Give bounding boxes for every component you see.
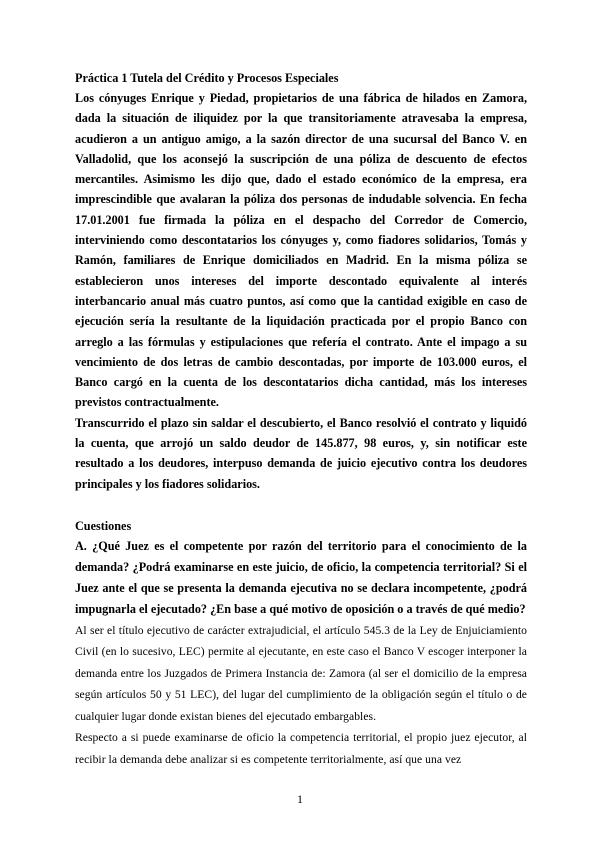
questions-heading: Cuestiones <box>75 518 132 533</box>
page-number: 1 <box>297 792 303 806</box>
document-body <box>75 68 527 770</box>
document-title: Práctica 1 Tutela del Crédito y Procesos Especiales <box>75 71 339 85</box>
case-paragraph-1: Los cónyuges Enrique y Piedad, propietarios de una fábrica de hilados en Zamora, dada la situación de iliquidez por la que transitoriamente atravesaba la empresa, acudieron a un antiguo amigo, a la sazón director de una sucursal del Banco V. en Valladolid, que los aconsejó la suscripción de una póliza de descuento de efectos mercantiles. Asimismo les dijo que, dado el estado económico de la empresa, era imprescindible que avalaran la póliza dos personas de indudable solvencia. En fecha 17.01.2001 fue firmada la póliza en el despacho del Corredor de Comercio, interviniendo como descontatarios los cónyuges y, como fiadores solidarios, Tomás y Ramón, familiares de Enrique domiciliados en Madrid. En la misma póliza se establecieron unos intereses del importe descontado equivalente al interés interbancario anual más cuatro puntos, así como que la cantidad exigible en caso de ejecución sería la resultante de la liquidación practicada por el propio Banco con arreglo a las fórmulas y estipulaciones que refería el contrato. Ante el impago a su vencimiento de dos letras de cambio descontadas, por importe de 103.000 euros, el Banco cargó en la cuenta de los descontatarios dicha cantidad, más los intereses previstos contractualmente. <box>75 91 527 410</box>
answer-paragraph-2: Respecto a si puede examinarse de oficio la competencia territorial, el propio juez ejecutor, al recibir la demanda debe analizar si es competente territorialmente, así que una vez <box>75 731 527 766</box>
question-a: A. ¿Qué Juez es el competente por razón del territorio para el conocimiento de la demanda? ¿Podrá examinarse en este juicio, de oficio, la competencia territorial? Si el Juez ante el que se presenta la demanda ejecutiva no se declara incompetente, ¿podrá impugnarla el ejecutado? ¿En base a qué motivo de oposición o a través de qué medio? <box>75 538 527 616</box>
answer-paragraph-1: Al ser el título ejecutivo de carácter extrajudicial, el artículo 545.3 de la Ley de Enjuiciamiento Civil (en lo sucesivo, LEC) permite al ejecutante, en este caso el Banco V escoger interponer la demanda entre los Juzgados de Primera Instancia de: Zamora (al ser el domicilio de la empresa según artículos 50 y 51 LEC), del lugar del cumplimiento de la obligación según el título o de cualquier lugar donde existan bienes del ejecutado embargables. <box>75 623 527 723</box>
case-paragraph-2: Transcurrido el plazo sin saldar el descubierto, el Banco resolvió el contrato y liquidó la cuenta, que arrojó un saldo deudor de 145.877, 98 euros, y, sin notificar este resultado a los deudores, interpuso demanda de juicio ejecutivo contra los deudores principales y los fiadores solidarios. <box>75 415 527 491</box>
